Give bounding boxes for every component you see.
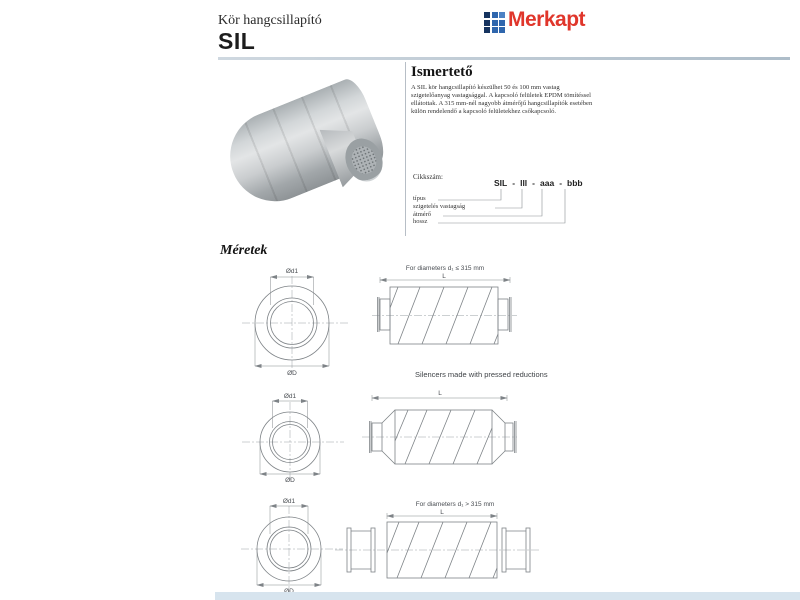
length-label: L (438, 390, 442, 397)
brand-logo (484, 9, 585, 33)
diameter-range-caption: For diameters d₁ ≤ 315 mm (405, 265, 485, 272)
code-separator: - (512, 178, 516, 188)
front-view-drawing-3 (237, 496, 347, 600)
ordering-code-leader-lines (405, 170, 595, 232)
code-part-type: SIL (494, 178, 508, 188)
code-part-insulation: lll (520, 178, 528, 188)
outer-diameter-label: ØD (287, 370, 297, 377)
side-view-drawing-1 (372, 258, 517, 353)
length-label: L (440, 509, 444, 516)
legend-type: típus (413, 195, 426, 202)
description-heading: Ismertető (411, 64, 473, 80)
page-title: SIL (218, 28, 256, 54)
length-label: L (442, 273, 446, 280)
outer-diameter-label: ØD (285, 477, 295, 484)
legend-length: hossz (413, 218, 428, 225)
code-part-diameter: aaa (540, 178, 555, 188)
side-view-drawing-2 (362, 383, 517, 475)
legend-insulation-thickness: szigetelés vastagság (413, 203, 466, 210)
page-subtitle: Kör hangcsillapító (218, 13, 322, 28)
footer-accent-bar (215, 592, 800, 600)
legend-diameter: átmérő (413, 211, 432, 218)
ordering-code-label: Cikkszám: (413, 173, 443, 181)
code-separator: - (559, 178, 563, 188)
code-separator: - (532, 178, 536, 188)
pressed-reductions-note: Silencers made with pressed reductions (415, 370, 548, 379)
merkapt-logo-icon (484, 12, 505, 33)
brand-name: Merkapt (508, 8, 586, 31)
description-text: A SIL kör hangcsillapító készülhet 50 és 100 mm vastag szigetelőanyag vastagsággal. A kapcsoló felületek EPDM tömítéssel ellátottak. A 315 mm-nél nagyobb átmérőjű hangcsillapítók esetében külön rendelendő a kapcsoló felületekhez csőkapcsoló. (411, 84, 593, 115)
dimensions-heading: Méretek (220, 243, 268, 258)
side-view-drawing-3 (335, 498, 540, 595)
header-rule (218, 57, 790, 60)
front-view-drawing-1 (240, 258, 350, 378)
inner-diameter-label: Ød1 (283, 393, 297, 400)
code-part-length: bbb (567, 178, 583, 188)
inner-diameter-label: Ød1 (285, 268, 299, 275)
diameter-range-caption: For diameters d₁ > 315 mm (415, 501, 495, 508)
inner-diameter-label: Ød1 (282, 498, 296, 505)
front-view-drawing-2 (238, 388, 348, 488)
